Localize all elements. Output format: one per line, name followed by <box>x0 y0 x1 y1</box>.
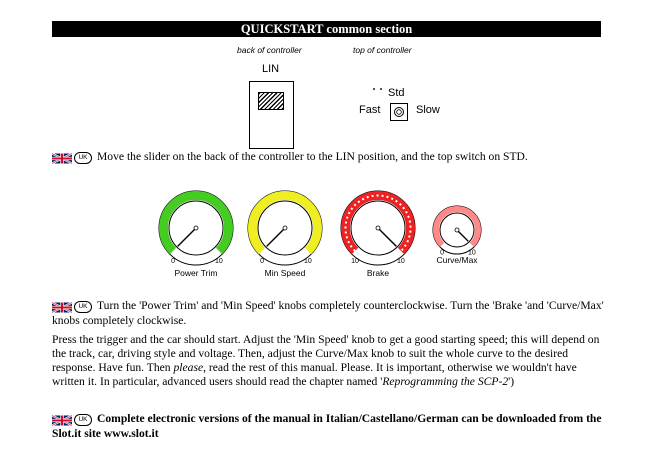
chapter-reference: Reprogramming the SCP-2 <box>382 374 509 388</box>
download-note <box>52 412 604 441</box>
uk-badge: UK <box>74 414 92 426</box>
instruction-1 <box>52 150 604 165</box>
lin-slider <box>258 92 284 110</box>
speed-switch <box>390 103 408 121</box>
uk-flag-icon <box>52 413 92 427</box>
knob-diagram <box>0 185 653 280</box>
instruction-2-text: Turn the 'Power Trim' and 'Min Speed' knobs completely counterclockwise. Turn the 'Brake 'and 'Curve/Max' knobs completely clockwise. <box>52 299 604 327</box>
slow-label: Slow <box>416 104 440 116</box>
knob-power-trim-max-label: 10 <box>215 257 223 265</box>
knob-label-min-speed: Min Speed <box>264 268 306 278</box>
knob-curve-max-max-label: 10 <box>467 249 476 257</box>
union-jack-icon <box>52 415 72 426</box>
instruction-3-part-e: ') <box>508 374 515 388</box>
uk-flag-icon <box>52 300 92 314</box>
back-panel <box>249 81 294 149</box>
fast-label: Fast <box>359 104 381 116</box>
knob-label-curve-max: Curve/Max <box>436 255 478 265</box>
instruction-3-emphasis: please <box>173 360 204 374</box>
dot-mark <box>373 88 375 90</box>
switch-knob-icon <box>391 104 407 120</box>
instruction-3-part-a: Press the trigger and the car should start. Adjust the 'Min Speed' knob to get a good starting speed; this will depend on the track, car, driving style and voltage. Then, adjust the Curve/Max knob to suit the whole curve to the desired response. Have fun. Then <box>52 333 600 374</box>
instruction-3 <box>52 333 604 389</box>
knob-min-speed-min-label: 0 <box>260 257 265 265</box>
knob-brake-hub <box>376 226 380 230</box>
instruction-1-text: Move the slider on the back of the controller to the LIN position, and the top switch on STD. <box>97 150 528 163</box>
back-caption: back of controller <box>237 45 302 55</box>
uk-badge: UK <box>74 301 92 313</box>
knob-curve-max-min-label: 0 <box>440 249 445 257</box>
knob-brake-min-label: 10 <box>351 257 359 265</box>
knob-power-trim-hub <box>194 226 198 230</box>
std-label: Std <box>388 87 405 99</box>
top-caption: top of controller <box>353 45 412 55</box>
lin-label: LIN <box>262 63 280 75</box>
knob-curve-max-hub <box>455 228 459 232</box>
uk-badge: UK <box>74 152 92 164</box>
knob-brake-max-label: 10 <box>397 257 405 265</box>
knob-label-brake: Brake <box>366 268 390 278</box>
knob-min-speed-hub <box>283 226 287 230</box>
knob-power-trim-min-label: 0 <box>171 257 176 265</box>
knob-min-speed-max-label: 10 <box>304 257 312 265</box>
instruction-3-part-c: , read the rest of this manual. Please. It is important, otherwise we wouldn't have written it. In particular, advanced users should read the chapter named ' <box>52 360 577 388</box>
uk-flag-icon <box>52 151 92 165</box>
knob-label-power-trim: Power Trim <box>174 268 218 278</box>
section-title: QUICKSTART common section <box>52 21 601 37</box>
download-note-text: Complete electronic versions of the manual in Italian/Castellano/German can be downloaded from the Slot.it site www.slot.it <box>52 412 602 440</box>
union-jack-icon <box>52 153 72 164</box>
union-jack-icon <box>52 302 72 313</box>
dot-mark <box>380 88 382 90</box>
instruction-2 <box>52 299 604 328</box>
